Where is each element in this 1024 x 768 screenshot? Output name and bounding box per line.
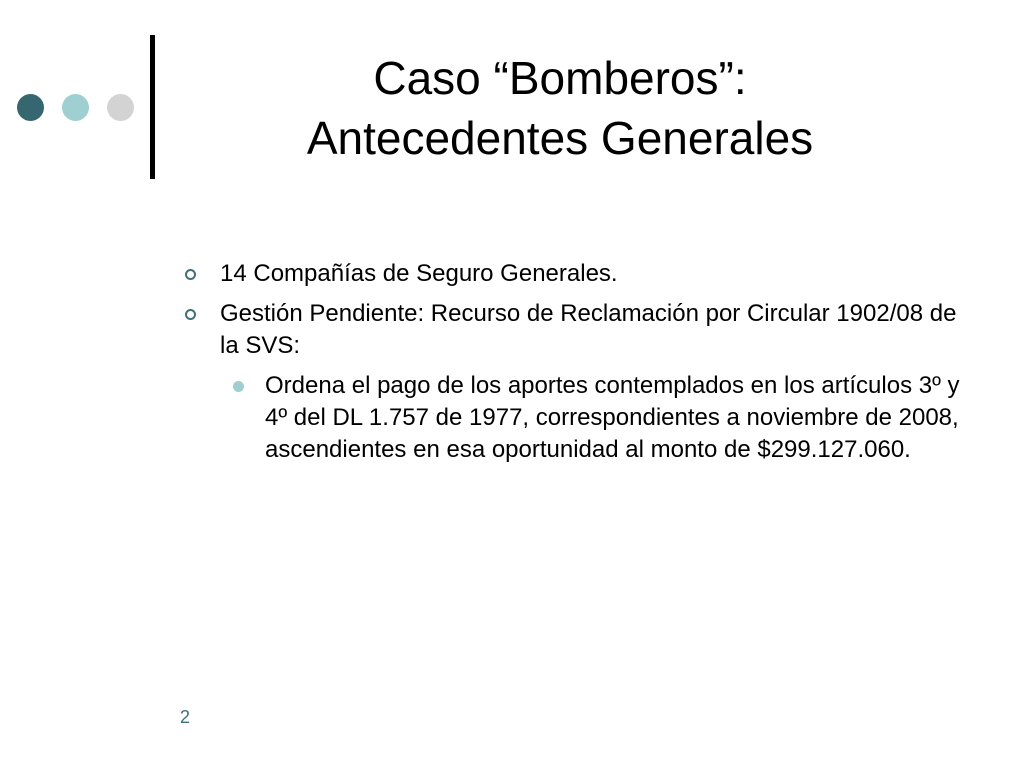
bullet-item (183, 298, 973, 362)
title-divider-bar (150, 35, 155, 179)
dark-teal-dot-icon (17, 94, 44, 121)
sub-bullet-text: Ordena el pago de los aportes contemplados en los artículos 3º y 4º del DL 1.757 de 1977, correspondientes a noviembre de 2008, ascendientes en esa oportunidad al monto de $299.127.060. (265, 372, 960, 463)
decorative-dots (17, 94, 134, 121)
bullet-item (183, 258, 973, 290)
slide-title-line-2: Antecedentes Generales (306, 112, 814, 164)
sub-bullet-item (220, 370, 973, 466)
gray-dot-icon (107, 94, 134, 121)
ring-bullet-icon (185, 269, 196, 280)
light-teal-dot-icon (62, 94, 89, 121)
slide-title (160, 48, 960, 168)
ring-bullet-icon (185, 309, 196, 320)
page-number: 2 (180, 707, 191, 727)
bullet-text: 14 Compañías de Seguro Generales. (220, 260, 618, 287)
bullet-text: Gestión Pendiente: Recurso de Reclamación por Circular 1902/08 de la SVS: (220, 300, 957, 359)
disc-bullet-icon (233, 381, 244, 392)
slide-title-line-1: Caso “Bomberos”: (373, 52, 747, 104)
slide-body (183, 258, 973, 466)
